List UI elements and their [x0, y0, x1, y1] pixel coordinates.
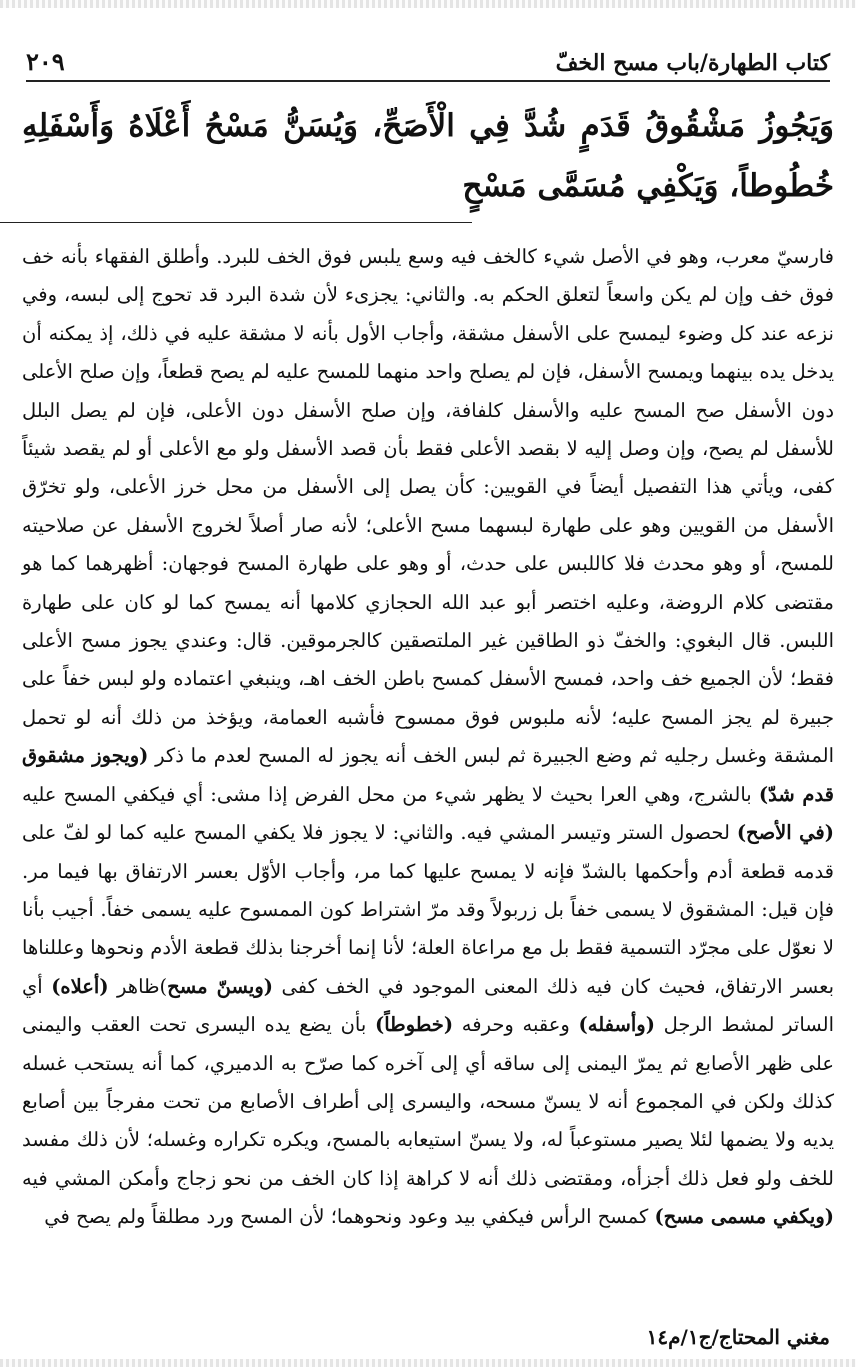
- commentary-segment: )ظاهر: [117, 974, 168, 998]
- quoted-matn: (وأسفله): [578, 1013, 655, 1037]
- quoted-matn: (في الأصح): [736, 821, 834, 845]
- commentary-segment: وعقبه وحرفه: [461, 1013, 570, 1037]
- page-header: [26, 40, 830, 82]
- quoted-matn: (أعلاه): [51, 974, 109, 998]
- footer-signature: مغني المحتاج/ج١/م١٤: [646, 1325, 830, 1349]
- matn-separator-rule: [0, 222, 472, 223]
- quoted-matn: (ويكفي مسمى مسح): [654, 1205, 834, 1229]
- commentary-segment: أي الساتر لمشط الرجل: [22, 974, 835, 1037]
- commentary-segment: بأن يضع يده اليسرى تحت العقب واليمنى على ظهر الأصابع ثم يمرّ اليمنى إلى ساقه أي إلى آخره كما صرّح به الدميري، كما أنه يستحب غسله كذلك ولكن في المجموع أنه لا يسنّ مسحه، واليسرى إلى أطراف الأصابع من تحت مفرجاً بين أصابع يديه ولا يضمها لئلا يصير مستوعباً له، ولا يسنّ استيعابه بالمسح، ويكره تكراره وغسله؛ لأن ذلك مفسد للخف ولو فعل ذلك أجزأه، ومقتضى ذلك أنه لا كراهة إذا كان الخف من نحو زجاج وأمكن المشي فيه: [22, 1013, 834, 1190]
- commentary-segment: لحصول الستر وتيسر المشي فيه. والثاني: لا يجوز فلا يكفي المسح عليه كما لو لفّ على قدمه قطعة أدم وأحكمها بالشدّ فإنه لا يمسح عليها كما مر، وأجاب الأوّل بعسر الارتفاق بها فيما مر. فإن قيل: المشقوق لا يسمى خفاً بل زربولاً وقد مرّ اشتراط كون الممسوح عليه يسمى خفاً. أجيب بأنا لا نعوّل على مجرّد التسمية فقط بل مع مراعاة العلة؛ لأنا إنما أخرجنا بذلك قطعة الأدم ونحوها وعللناها بعسر الارتفاق، فحيث كان فيه ذلك المعنى الموجود في الخف كفى: [22, 821, 835, 998]
- scan-edge-top: [0, 0, 856, 8]
- quoted-matn: (ويجوز مشقوق قدم شدّ): [22, 744, 834, 806]
- commentary-text: [22, 238, 834, 1237]
- scan-edge-bottom: [0, 1359, 856, 1367]
- commentary-segment: فارسيّ معرب، وهو في الأصل شيء كالخف فيه وسع يلبس فوق الخف للبرد. وأطلق الفقهاء بأنه خف فوق خف وإن لم يكن واسعاً لتعلق الحكم به. والثاني: يجزىء لأن شدة البرد قد تحوج إلى لبسه، وفي نزعه عند كل وضوء ليمسح على الأسفل مشقة، وأجاب الأول بأنه لا مشقة عليه في ذلك، إذ يمكنه أن يدخل يده بينهما ويمسح الأسفل، فإن لم يصلح واحد منهما للمسح عليه لم يصح قطعاً، وإن صلح الأعلى دون الأسفل صح المسح عليه والأسفل كلفافة، وإن صلح الأسفل دون الأعلى، فإن لم يصل البلل للأسفل لم يصح، وإن وصل إليه لا بقصد الأعلى فقط بأن قصد الأسفل ولو مع الأعلى أو لم يقصد شيئاً كفى، ويأتي هذا التفصيل أيضاً في القويين: كأن يصل إلى الأسفل من محل خرز الأعلى، ولو تخرّق الأسفل من القويين وهو على طهارة لبسهما مسح الأعلى؛ لأنه صار أصلاً لخروج الأسفل عن صلاحيته للمسح، أو وهو محدث فلا كاللبس على حدث، أو وهو على طهارة المسح فوجهان: أظهرهما كما هو مقتضى كلام الروضة، وعليه اختصر أبو عبد الله الحجازي كلامها أنه يمسح كما لو كان على طهارة اللبس. قال البغوي: والخفّ ذو الطاقين غير الملتصقين كالجرموقين. قال: وعندي يجوز مسح الأعلى فقط؛ لأن الجميع خف واحد، فمسح الأسفل كمسح باطن الخف اهـ، وينبغي اعتماده ولو لبس خفاً على جبيرة لم يجز المسح عليه؛ لأنه ملبوس فوق ممسوح فأشبه العمامة، ويؤخذ من ذلك أنه لو تحمل المشقة وغسل رجليه ثم وضع الجبيرة ثم لبس الخف أنه يجوز له المسح لعدم ما ذكر: [22, 245, 834, 768]
- commentary-segment: كمسح الرأس فيكفي بيد وعود ونحوهما؛ لأن المسح ورد مطلقاً ولم يصح في: [44, 1205, 649, 1229]
- quoted-matn: (ويسنّ مسح: [167, 974, 273, 998]
- quoted-matn: (خطوطاً): [375, 1013, 454, 1037]
- commentary-segment: بالشرج، وهي العرا بحيث لا يظهر شيء من محل الفرض إذا مشى: أي فيكفي المسح عليه: [22, 782, 752, 806]
- running-title: كتاب الطهارة/باب مسح الخفّ: [555, 50, 830, 76]
- matn-text: وَيَجُوزُ مَشْقُوقُ قَدَمٍ شُدَّ فِي الْأَصَحِّ، وَيُسَنُّ مَسْحُ أَعْلَاهُ وَأَسْفَلِهِ خُطُوطاً، وَيَكْفِي مُسَمَّى مَسْحٍ: [22, 108, 834, 204]
- page-number: ٢٠٩: [26, 47, 65, 76]
